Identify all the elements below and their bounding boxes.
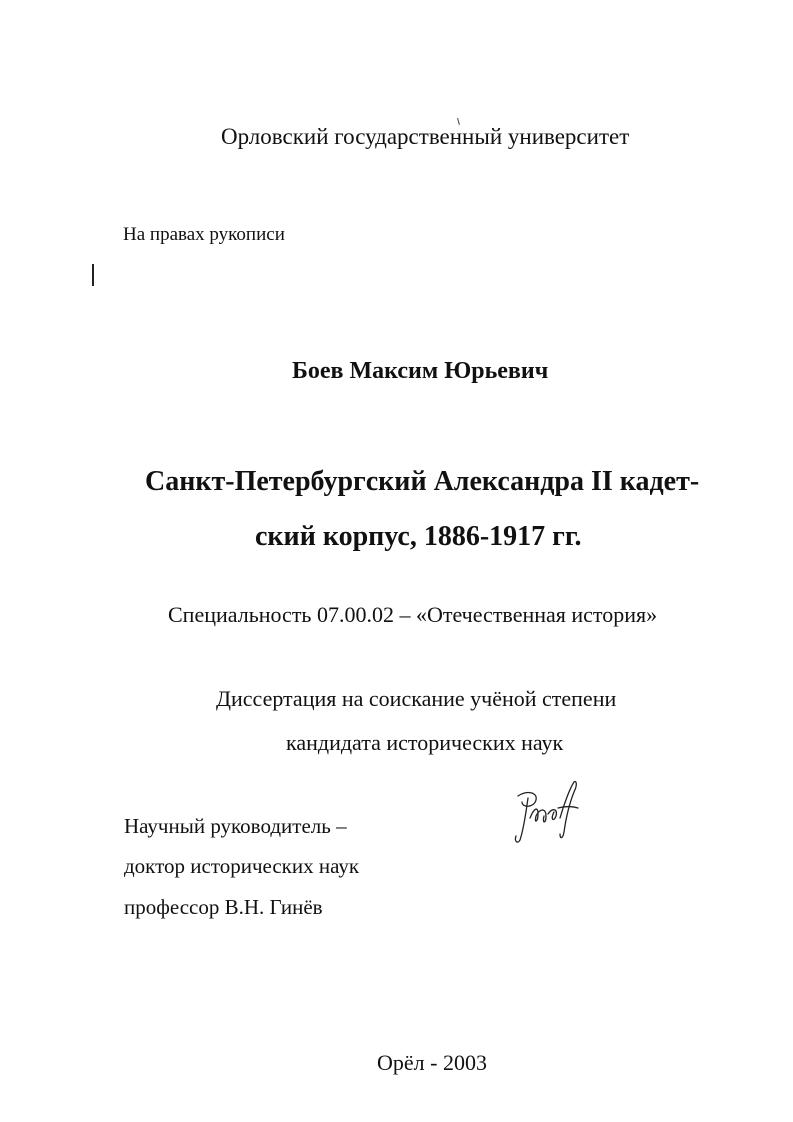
author-name: Боев Максим Юрьевич [292, 358, 549, 384]
city-year: Орёл - 2003 [377, 1050, 487, 1075]
title-line-1: Санкт-Петербургский Александра II кадет- [145, 466, 700, 497]
manuscript-note: На правах рукописи [123, 224, 285, 245]
signature-icon [508, 778, 588, 848]
specialty: Специальность 07.00.02 – «Отечественная история» [168, 602, 658, 627]
title-line-2: ский корпус, 1886-1917 гг. [255, 521, 582, 552]
thesis-line-1: Диссертация на соискание учёной степени [216, 686, 617, 711]
thesis-line-2: кандидата исторических наук [286, 730, 564, 755]
scan-mark-left [92, 264, 94, 286]
supervisor-role: Научный руководитель – [124, 814, 347, 838]
supervisor-name: профессор В.Н. Гинёв [124, 895, 323, 919]
supervisor-degree: доктор исторических наук [124, 854, 360, 878]
university-name: Орловский государственный университет [221, 124, 630, 149]
